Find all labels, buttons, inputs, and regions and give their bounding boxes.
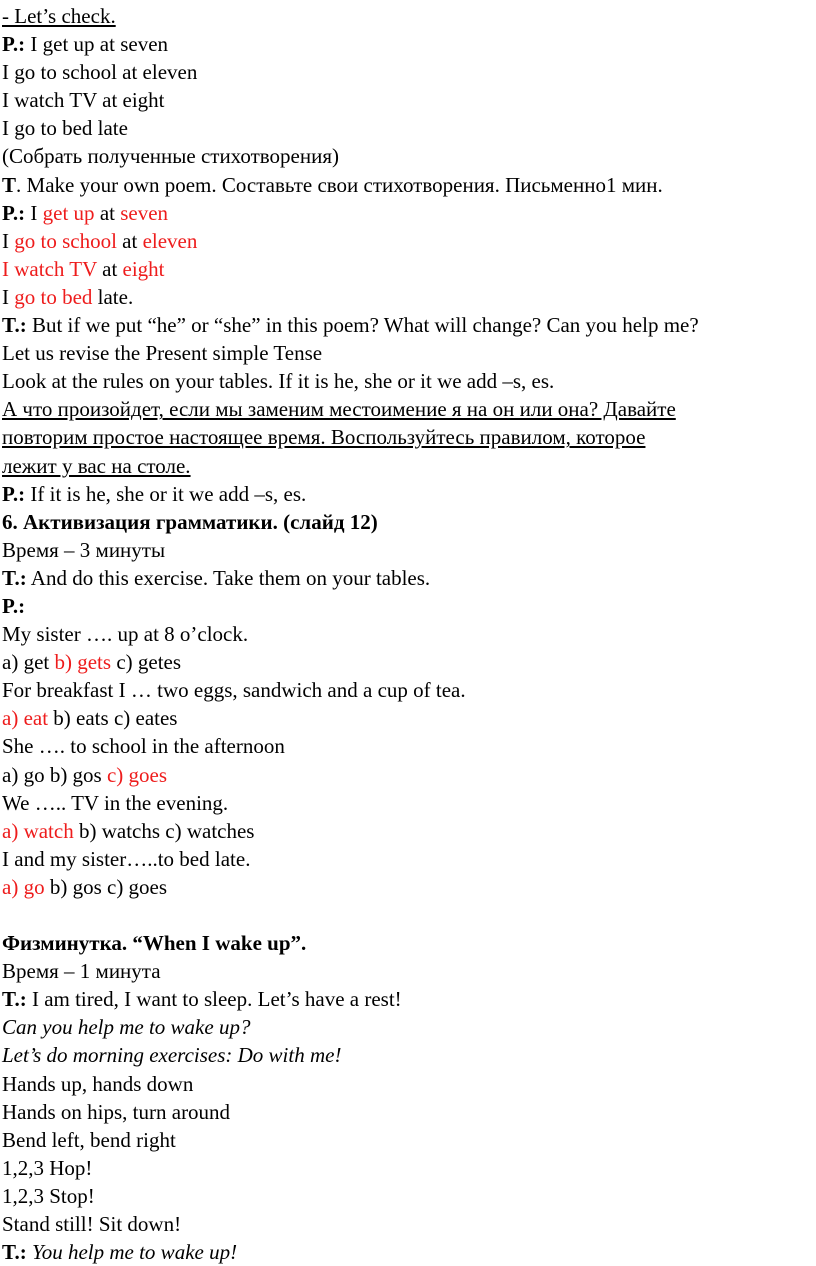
text-run: Hands up, hands down: [2, 1071, 194, 1096]
highlighted-answer: a) watch: [2, 818, 74, 843]
text-line: [2, 761, 816, 789]
text-line: [2, 311, 816, 339]
text-run: I: [2, 228, 15, 253]
section-heading: 6. Активизация грамматики. (слайд 12): [2, 509, 378, 534]
highlighted-answer: b) gets: [54, 650, 112, 675]
text-run: at: [94, 200, 121, 225]
highlighted-answer: I watch TV: [2, 256, 97, 281]
text-line: [2, 592, 816, 620]
text-run: And do this exercise. Take them on your tables.: [26, 565, 431, 590]
text-run: Look at the rules on your tables. If it is he, she or it we add –s, es.: [2, 369, 555, 394]
text-run: Hands on hips, turn around: [2, 1099, 231, 1124]
text-run: My sister …. up at 8 o’clock.: [2, 622, 249, 647]
text-line: [2, 255, 816, 283]
text-line: [2, 142, 816, 170]
text-run: 1,2,3 Hop!: [2, 1155, 93, 1180]
text-line: [2, 86, 816, 114]
highlighted-answer: go to bed: [14, 284, 93, 309]
text-line: [2, 508, 816, 536]
text-line: [2, 1238, 816, 1266]
text-line: [2, 1154, 816, 1182]
text-run: If it is he, she or it we add –s, es.: [25, 481, 307, 506]
underlined-text: - Let’s check.: [2, 4, 116, 28]
highlighted-answer: a) go: [2, 874, 45, 899]
underlined-text: повторим простое настоящее время. Воспользуйтесь правилом, которое: [2, 425, 646, 450]
section-heading: Физминутка. “When I wake up”.: [2, 931, 307, 956]
text-run: She …. to school in the afternoon: [2, 734, 285, 759]
text-line: [2, 339, 816, 367]
text-run: I go to school at eleven: [2, 60, 198, 85]
text-line: [2, 199, 816, 227]
text-run: Время – 3 минуты: [2, 537, 166, 562]
text-run: I: [25, 200, 43, 225]
text-line: [2, 1098, 816, 1126]
speaker-label: P.:: [2, 32, 26, 57]
text-run: I am tired, I want to sleep. Let’s have a rest!: [26, 987, 402, 1012]
text-run: Let us revise the Present simple Tense: [2, 341, 323, 366]
text-line: [2, 929, 816, 957]
speaker-label: P.:: [2, 200, 26, 225]
text-line: [2, 114, 816, 142]
text-run: (Собрать полученные стихотворения): [2, 144, 340, 169]
text-line: [2, 648, 816, 676]
italic-text: You help me to wake up!: [31, 1240, 238, 1265]
text-run: But if we put “he” or “she” in this poem? What will change? Can you help me?: [26, 313, 699, 338]
highlighted-answer: c) goes: [106, 762, 168, 787]
text-line: [2, 227, 816, 255]
text-line: [2, 423, 816, 451]
text-line: [2, 1013, 816, 1041]
speaker-label: P.:: [2, 593, 26, 618]
text-run: We ….. TV in the evening.: [2, 790, 229, 815]
text-line: [2, 564, 816, 592]
speaker-label: T.:: [2, 313, 27, 338]
speaker-label: T.:: [2, 987, 27, 1012]
text-line: [2, 732, 816, 760]
text-run: a) get: [2, 650, 55, 675]
text-run: . Make your own poem. Составьте свои стихотворения. Письменно1 мин.: [16, 172, 663, 197]
text-line: [2, 704, 816, 732]
text-run: b) gos c) goes: [44, 874, 168, 899]
text-line: [2, 30, 816, 58]
text-line: [2, 873, 816, 901]
text-run: I watch TV at eight: [2, 88, 165, 113]
text-line: [2, 1182, 816, 1210]
text-line: [2, 2, 816, 30]
speaker-label: T.:: [2, 565, 27, 590]
text-run: late.: [92, 284, 134, 309]
highlighted-answer: eleven: [142, 228, 198, 253]
speaker-label: T: [2, 172, 17, 197]
text-line: [2, 985, 816, 1013]
highlighted-answer: get up: [42, 200, 95, 225]
highlighted-answer: seven: [120, 200, 169, 225]
text-run: I go to bed late: [2, 116, 128, 141]
text-run: c) getes: [111, 650, 182, 675]
text-line: [2, 395, 816, 423]
underlined-text: А что произойдет, если мы заменим местоимение я на он или она? Давайте: [2, 397, 676, 422]
text-line: [2, 1070, 816, 1098]
text-line: [2, 171, 816, 199]
text-run: b) eats c) eates: [48, 706, 178, 731]
text-line: [2, 58, 816, 86]
text-run: 1,2,3 Stop!: [2, 1183, 95, 1208]
highlighted-answer: eight: [122, 256, 165, 281]
text-run: I get up at seven: [25, 32, 169, 57]
text-line: [2, 1126, 816, 1154]
text-line: [2, 1041, 816, 1069]
italic-text: Can you help me to wake up?: [2, 1015, 251, 1040]
text-line: [2, 283, 816, 311]
text-run: a) go b) gos: [2, 762, 107, 787]
speaker-label: T.:: [2, 1240, 27, 1265]
text-line: [2, 1210, 816, 1238]
text-line: [2, 845, 816, 873]
text-run: Stand still! Sit down!: [2, 1212, 182, 1237]
text-run: Время – 1 минута: [2, 959, 161, 984]
italic-text: Let’s do morning exercises: Do with me!: [2, 1043, 342, 1068]
text-line: [2, 480, 816, 508]
speaker-label: P.:: [2, 481, 26, 506]
text-line: [2, 676, 816, 704]
text-line: [2, 367, 816, 395]
text-line: [2, 536, 816, 564]
text-run: I and my sister…..to bed late.: [2, 846, 251, 871]
blank-line: [2, 901, 816, 929]
text-run: at: [116, 228, 143, 253]
text-run: at: [96, 256, 123, 281]
highlighted-answer: go to school: [14, 228, 117, 253]
text-line: [2, 957, 816, 985]
text-line: [2, 817, 816, 845]
text-line: [2, 452, 816, 480]
text-run: I: [2, 284, 15, 309]
underlined-text: лежит у вас на столе.: [2, 453, 191, 478]
text-run: For breakfast I … two eggs, sandwich and a cup of tea.: [2, 678, 466, 703]
text-line: [2, 789, 816, 817]
text-run: b) watchs c) watches: [73, 818, 255, 843]
text-run: Bend left, bend right: [2, 1127, 176, 1152]
highlighted-answer: a) eat: [2, 706, 49, 731]
text-line: [2, 620, 816, 648]
